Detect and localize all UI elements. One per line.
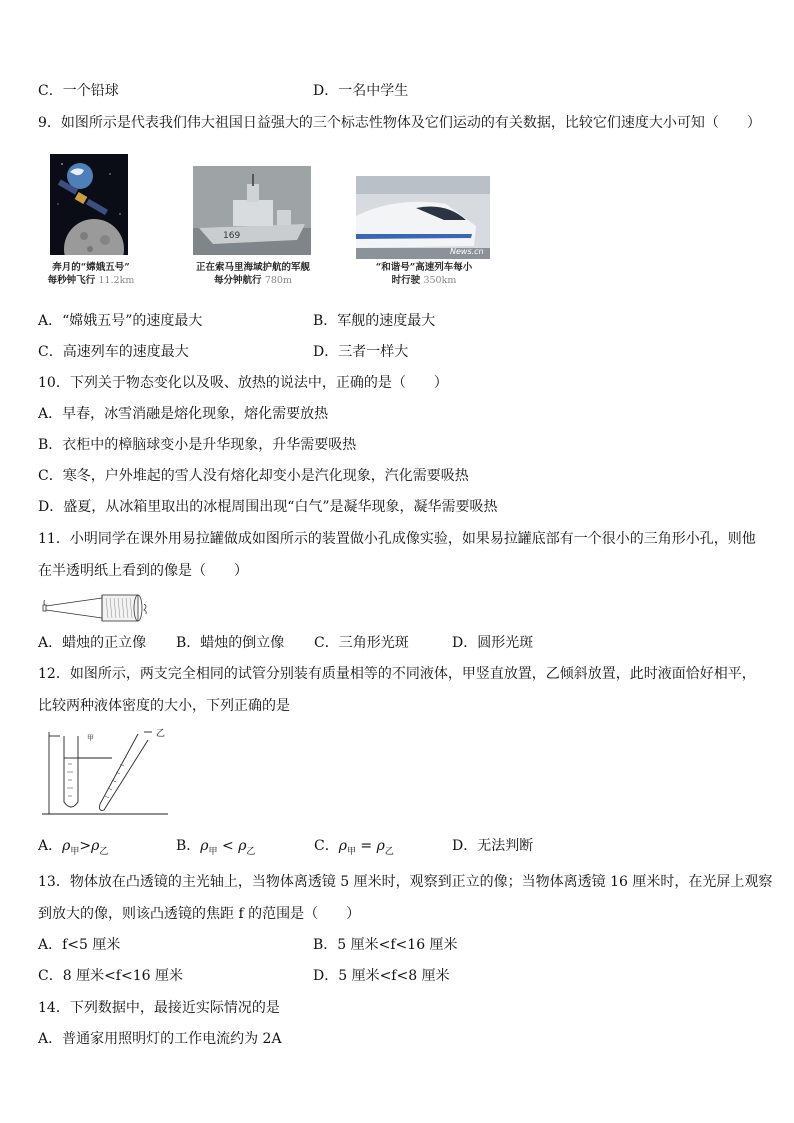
q9-option-a: A．“嫦娥五号”的速度最大 <box>38 313 203 329</box>
q11-stem-line1: 11．小明同学在课外用易拉罐做成如图所示的装置做小孔成像实验，如果易拉罐底部有一个很小的三角形小孔，则他 <box>38 531 756 547</box>
q9-caption-warship: 正在索马里海域护航的军舰 每分钟航行 780m <box>195 262 310 286</box>
q9-option-c: C．高速列车的速度最大 <box>38 344 189 360</box>
q9-stem: 9．如图所示是代表我们伟大祖国日益强大的三个标志性物体及它们运动的有关数据，比较它们速度大小可知（ ） <box>38 115 761 131</box>
q10-option-b: B．衣柜中的樟脑球变小是升华现象，升华需要吸热 <box>38 437 357 453</box>
q14-option-a: A．普通家用照明灯的工作电流约为 2A <box>38 1031 282 1047</box>
q12-option-d: D．无法判断 <box>452 838 534 854</box>
q8-option-c: C．一个铅球 <box>38 83 119 99</box>
q12-label-yi: 乙 <box>156 729 166 739</box>
q9-image-change5 <box>50 154 128 255</box>
q9-warship-number: 169 <box>223 231 241 241</box>
q8-option-d: D．一名中学生 <box>313 83 409 99</box>
q11-pinhole-can-figure <box>40 590 152 624</box>
q12-option-b: B．$\rho_甲 < \rho_乙$ <box>176 838 256 857</box>
q13-option-c: C．8 厘米<f<16 厘米 <box>38 968 183 984</box>
q9-train-watermark: News.cn <box>450 247 484 256</box>
q13-option-d: D．5 厘米<f<8 厘米 <box>313 968 450 984</box>
q9-image-train <box>356 176 490 259</box>
q13-stem-line1: 13．物体放在凸透镜的主光轴上，当物体离透镜 5 厘米时，观察到正立的像；当物体离透镜 16 厘米时，在光屏上观察 <box>38 874 773 890</box>
q9-image-warship <box>193 166 311 255</box>
q11-option-d: D．圆形光斑 <box>452 635 534 651</box>
q9-option-d: D．三者一样大 <box>313 344 409 360</box>
q10-option-c: C．寒冬，户外堆起的雪人没有熔化却变小是汽化现象，汽化需要吸热 <box>38 468 469 484</box>
q11-option-a: A．蜡烛的正立像 <box>38 635 147 651</box>
q13-option-a: A．f<5 厘米 <box>38 937 121 953</box>
q13-option-b: B．5 厘米<f<16 厘米 <box>313 937 458 953</box>
q9-caption-change5: 奔月的“嫦娥五号” 每秒钟飞行 11.2km <box>47 262 135 286</box>
q14-stem: 14．下列数据中，最接近实际情况的是 <box>38 1000 280 1016</box>
q10-option-a: A．早春，冰雪消融是熔化现象，熔化需要放热 <box>38 406 329 422</box>
q11-stem-line2: 在半透明纸上看到的像是（ ） <box>38 563 248 579</box>
q11-option-b: B．蜡烛的倒立像 <box>176 635 285 651</box>
q10-stem: 10．下列关于物态变化以及吸、放热的说法中，正确的是（ ） <box>38 375 448 391</box>
q9-option-b: B．军舰的速度最大 <box>313 313 436 329</box>
q11-option-c: C．三角形光斑 <box>314 635 409 651</box>
q12-stem-line1: 12．如图所示，两支完全相同的试管分别装有质量相等的不同液体，甲竖直放置，乙倾斜放置，此时液面恰好相平， <box>38 666 756 682</box>
q12-label-jia: 甲 <box>87 734 94 742</box>
q12-test-tubes-figure <box>40 728 170 818</box>
q9-caption-train: “和谐号”高速列车每小 时行驶 350km <box>375 262 473 286</box>
q10-option-d: D．盛夏，从冰箱里取出的冰棍周围出现“白气”是凝华现象，凝华需要吸热 <box>38 499 498 515</box>
q12-option-c: C．$\rho_甲 = \rho_乙$ <box>314 838 394 857</box>
q12-stem-line2: 比较两种液体密度的大小，下列正确的是 <box>38 698 290 714</box>
q12-option-a: A．$\rho_甲>\rho_乙$ <box>38 838 109 857</box>
q13-stem-line2: 到放大的像，则该凸透镜的焦距 f 的范围是（ ） <box>38 906 361 922</box>
